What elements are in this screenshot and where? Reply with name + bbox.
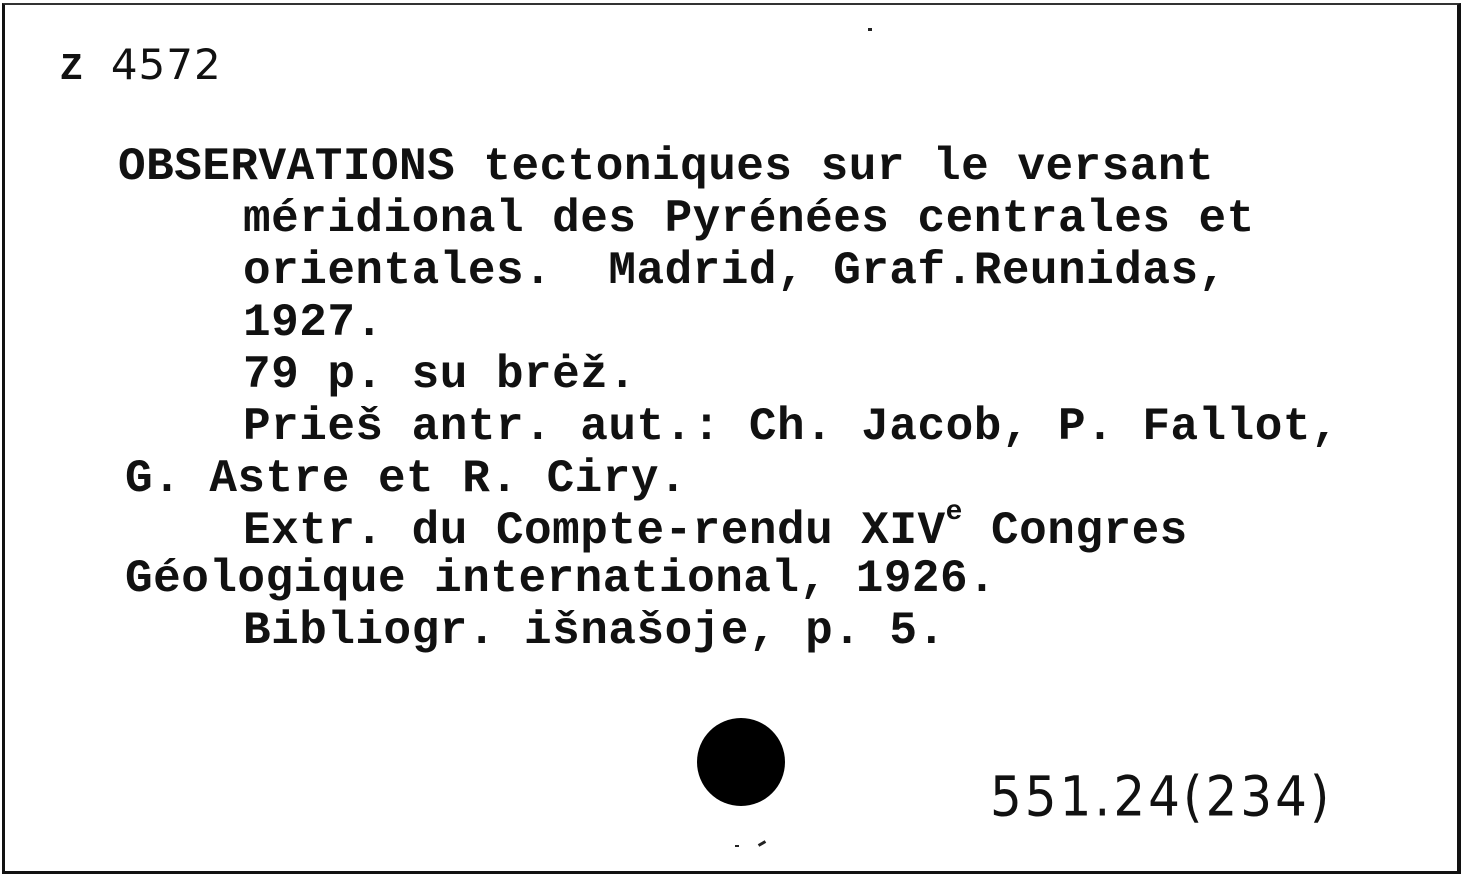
superscript-e: e — [945, 497, 963, 528]
call-number — [60, 40, 222, 92]
pages-line: 79 p. su brėž. — [243, 349, 637, 401]
classification-number: 551.24(234) — [990, 765, 1333, 829]
extract-line-1 — [243, 497, 1188, 557]
call-number-prefix: Z — [60, 48, 85, 91]
date-line: 1927. — [243, 297, 384, 349]
ink-speck — [735, 845, 739, 847]
extract-congres: Congres — [962, 505, 1188, 557]
title-line-2: méridional des Pyrénées centrales et — [243, 193, 1255, 245]
extract-line-2: Géologique international, 1926. — [125, 553, 997, 605]
extract-text: Extr. du Compte-rendu XIV — [243, 505, 946, 557]
title-line-3: orientales. Madrid, Graf.Reunidas, — [243, 245, 1227, 297]
call-number-value: 4572 — [110, 40, 222, 89]
authors-line-1: Prieš antr. aut.: Ch. Jacob, P. Fallot, — [243, 401, 1340, 453]
punch-hole — [697, 718, 785, 806]
authors-line-2: G. Astre et R. Ciry. — [125, 453, 688, 505]
bibliography-line: Bibliogr. išnašoje, p. 5. — [243, 605, 946, 657]
title-line-1: OBSERVATIONS tectoniques sur le versant — [118, 141, 1215, 193]
ink-speck — [868, 28, 872, 31]
